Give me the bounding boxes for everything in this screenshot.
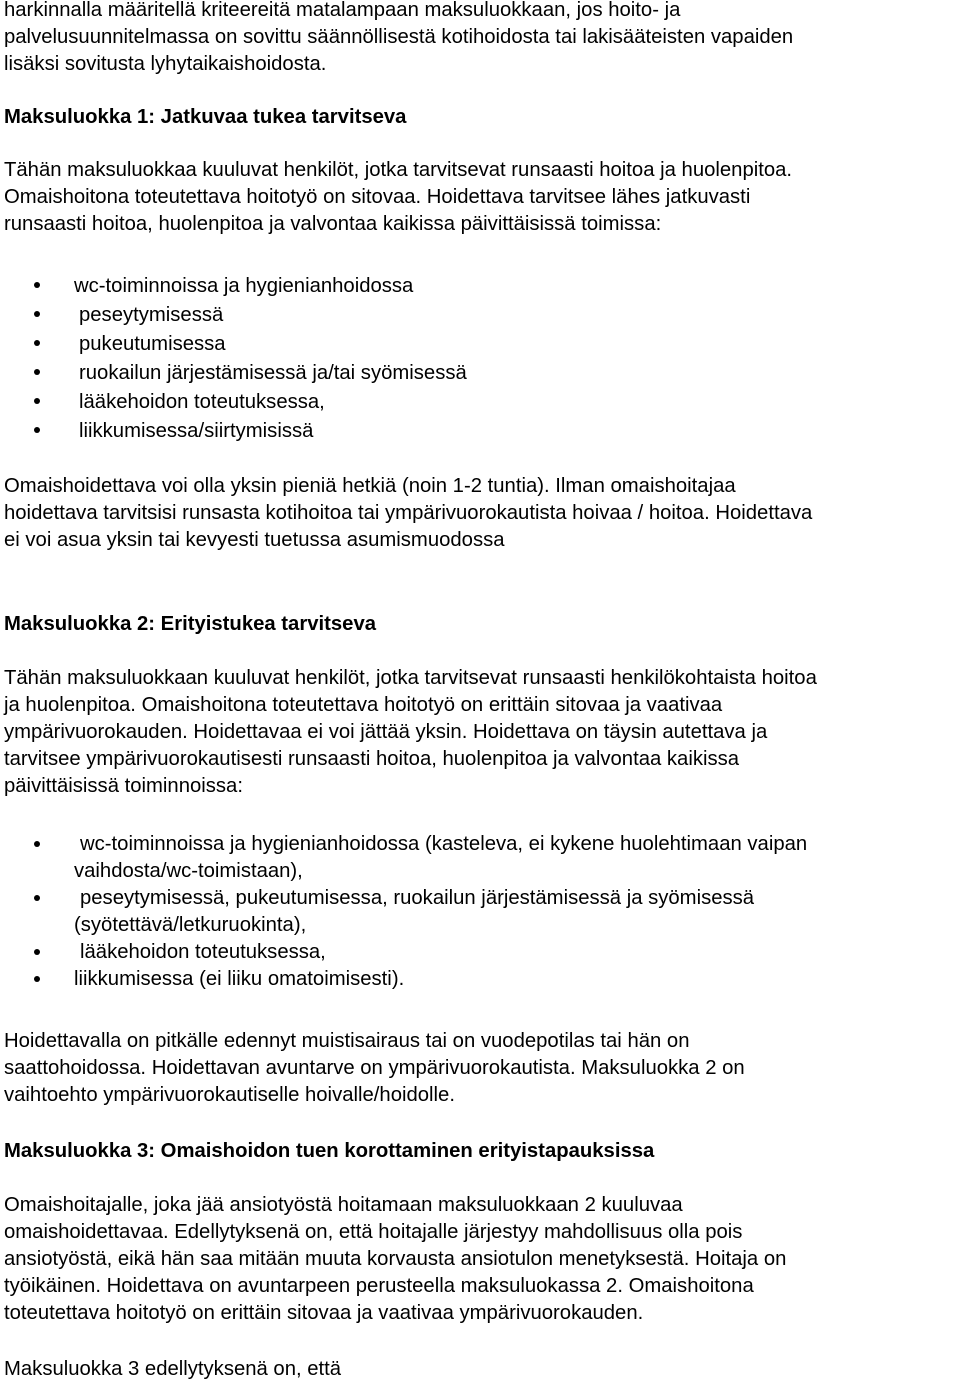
text-line: runsaasti hoitoa, huolenpitoa ja valvontaa kaikissa päivittäisissä toimissa:: [4, 213, 662, 235]
text-line: Omaishoitona toteutettava hoitotyö on sitovaa. Hoidettava tarvitsee lähes jatkuvasti: [4, 186, 751, 208]
bullet-icon: [34, 311, 40, 317]
list-item: [4, 272, 467, 301]
text-line: toteutettava hoitotyö on erittäin sitovaa ja vaativaa ympärivuorokauden.: [4, 1302, 644, 1324]
bullet-icon: [34, 841, 40, 847]
class3-paragraph: [4, 1192, 786, 1327]
bullet-icon: [34, 949, 40, 955]
class3-final-line: Maksuluokka 3 edellytyksenä on, että: [4, 1358, 342, 1380]
list-item-text: peseytymisessä, pukeutumisessa, ruokailun järjestämisessä ja syömisessä: [80, 887, 755, 909]
list-item: [4, 885, 807, 939]
text-line: ei voi asua yksin tai kevyesti tuetussa asumismuodossa: [4, 529, 505, 551]
list-item-text: liikkumisessa (ei liiku omatoimisesti).: [74, 968, 405, 990]
text-line: vaihtoehto ympärivuorokautiselle hoivalle/hoidolle.: [4, 1084, 455, 1106]
list-item: [4, 417, 467, 446]
text-line: ansiotyöstä, eikä hän saa mitään muuta korvausta ansiotulon menetyksestä. Hoitaja on: [4, 1248, 787, 1270]
bullet-icon: [34, 340, 40, 346]
list-item-text: lääkehoidon toteutuksessa,: [80, 941, 326, 963]
list-item-text: (syötettävä/letkuruokinta),: [74, 914, 307, 936]
list-item-text: wc-toiminnoissa ja hygienianhoidossa (kasteleva, ei kykene huolehtimaan vaipan: [80, 833, 808, 855]
class1-paragraph: [4, 157, 792, 238]
class3-heading: Maksuluokka 3: Omaishoidon tuen korottaminen erityistapauksissa: [4, 1140, 655, 1162]
list-item-text: peseytymisessä: [79, 304, 224, 326]
class2-heading: Maksuluokka 2: Erityistukea tarvitseva: [4, 613, 377, 635]
list-item-text: liikkumisessa/siirtymisissä: [79, 420, 314, 442]
text-line: palvelusuunnitelmassa on sovittu säännöllisestä kotihoidosta tai lakisääteisten vapaiden: [4, 26, 794, 48]
list-item-text: vaihdosta/wc-toimistaan),: [74, 860, 303, 882]
list-item: [4, 388, 467, 417]
text-line: tarvitsee ympärivuorokautisesti runsaasti hoitoa, huolenpitoa ja valvontaa kaikissa: [4, 748, 740, 770]
list-item-text: pukeutumisessa: [79, 333, 226, 355]
text-line: Omaishoitajalle, joka jää ansiotyöstä hoitamaan maksuluokkaan 2 kuuluvaa: [4, 1194, 683, 1216]
class1-bullet-list: [4, 272, 467, 446]
bullet-icon: [34, 398, 40, 404]
list-item: [4, 966, 807, 993]
text-line: työikäinen. Hoidettava on avuntarpeen perusteella maksuluokassa 2. Omaishoitona: [4, 1275, 754, 1297]
bullet-icon: [34, 282, 40, 288]
list-item: [4, 301, 467, 330]
text-line: Omaishoidettava voi olla yksin pieniä hetkiä (noin 1-2 tuntia). Ilman omaishoitajaa: [4, 475, 736, 497]
intro-paragraph: [4, 0, 793, 78]
list-item: [4, 939, 807, 966]
bullet-icon: [34, 895, 40, 901]
class1-paragraph-2: [4, 473, 812, 554]
list-item: [4, 359, 467, 388]
class2-bullet-list: [4, 831, 807, 993]
text-line: Hoidettavalla on pitkälle edennyt muistisairaus tai on vuodepotilas tai hän on: [4, 1030, 690, 1052]
text-line: ja huolenpitoa. Omaishoitona toteutettava hoitotyö on erittäin sitovaa ja vaativaa: [4, 694, 723, 716]
bullet-icon: [34, 427, 40, 433]
class2-paragraph-2: [4, 1028, 745, 1109]
class2-paragraph: [4, 665, 817, 800]
list-item-text: wc-toiminnoissa ja hygienianhoidossa: [74, 275, 414, 297]
bullet-icon: [34, 976, 40, 982]
text-line: saattohoidossa. Hoidettavan avuntarve on ympärivuorokautista. Maksuluokka 2 on: [4, 1057, 745, 1079]
text-line: harkinnalla määritellä kriteereitä matalampaan maksuluokkaan, jos hoito- ja: [4, 0, 681, 21]
text-line: hoidettava tarvitsisi runsasta kotihoitoa tai ympärivuorokautista hoivaa / hoitoa. Hoidettava: [4, 502, 813, 524]
list-item-text: ruokailun järjestämisessä ja/tai syömisessä: [79, 362, 467, 384]
text-line: päivittäisissä toiminnoissa:: [4, 775, 243, 797]
text-line: Tähän maksuluokkaan kuuluvat henkilöt, jotka tarvitsevat runsaasti henkilökohtaista hoitoa: [4, 667, 817, 689]
list-item: [4, 330, 467, 359]
bullet-icon: [34, 369, 40, 375]
class1-heading: Maksuluokka 1: Jatkuvaa tukea tarvitseva: [4, 106, 407, 128]
text-line: ympärivuorokauden. Hoidettavaa ei voi jättää yksin. Hoidettava on täysin autettava ja: [4, 721, 768, 743]
text-line: omaishoidettavaa. Edellytyksenä on, että hoitajalle järjestyy mahdollisuus olla pois: [4, 1221, 743, 1243]
list-item: [4, 831, 807, 885]
text-line: Tähän maksuluokkaa kuuluvat henkilöt, jotka tarvitsevat runsaasti hoitoa ja huolenpitoa.: [4, 159, 793, 181]
list-item-text: lääkehoidon toteutuksessa,: [79, 391, 325, 413]
text-line: lisäksi sovitusta lyhytaikaishoidosta.: [4, 53, 327, 75]
